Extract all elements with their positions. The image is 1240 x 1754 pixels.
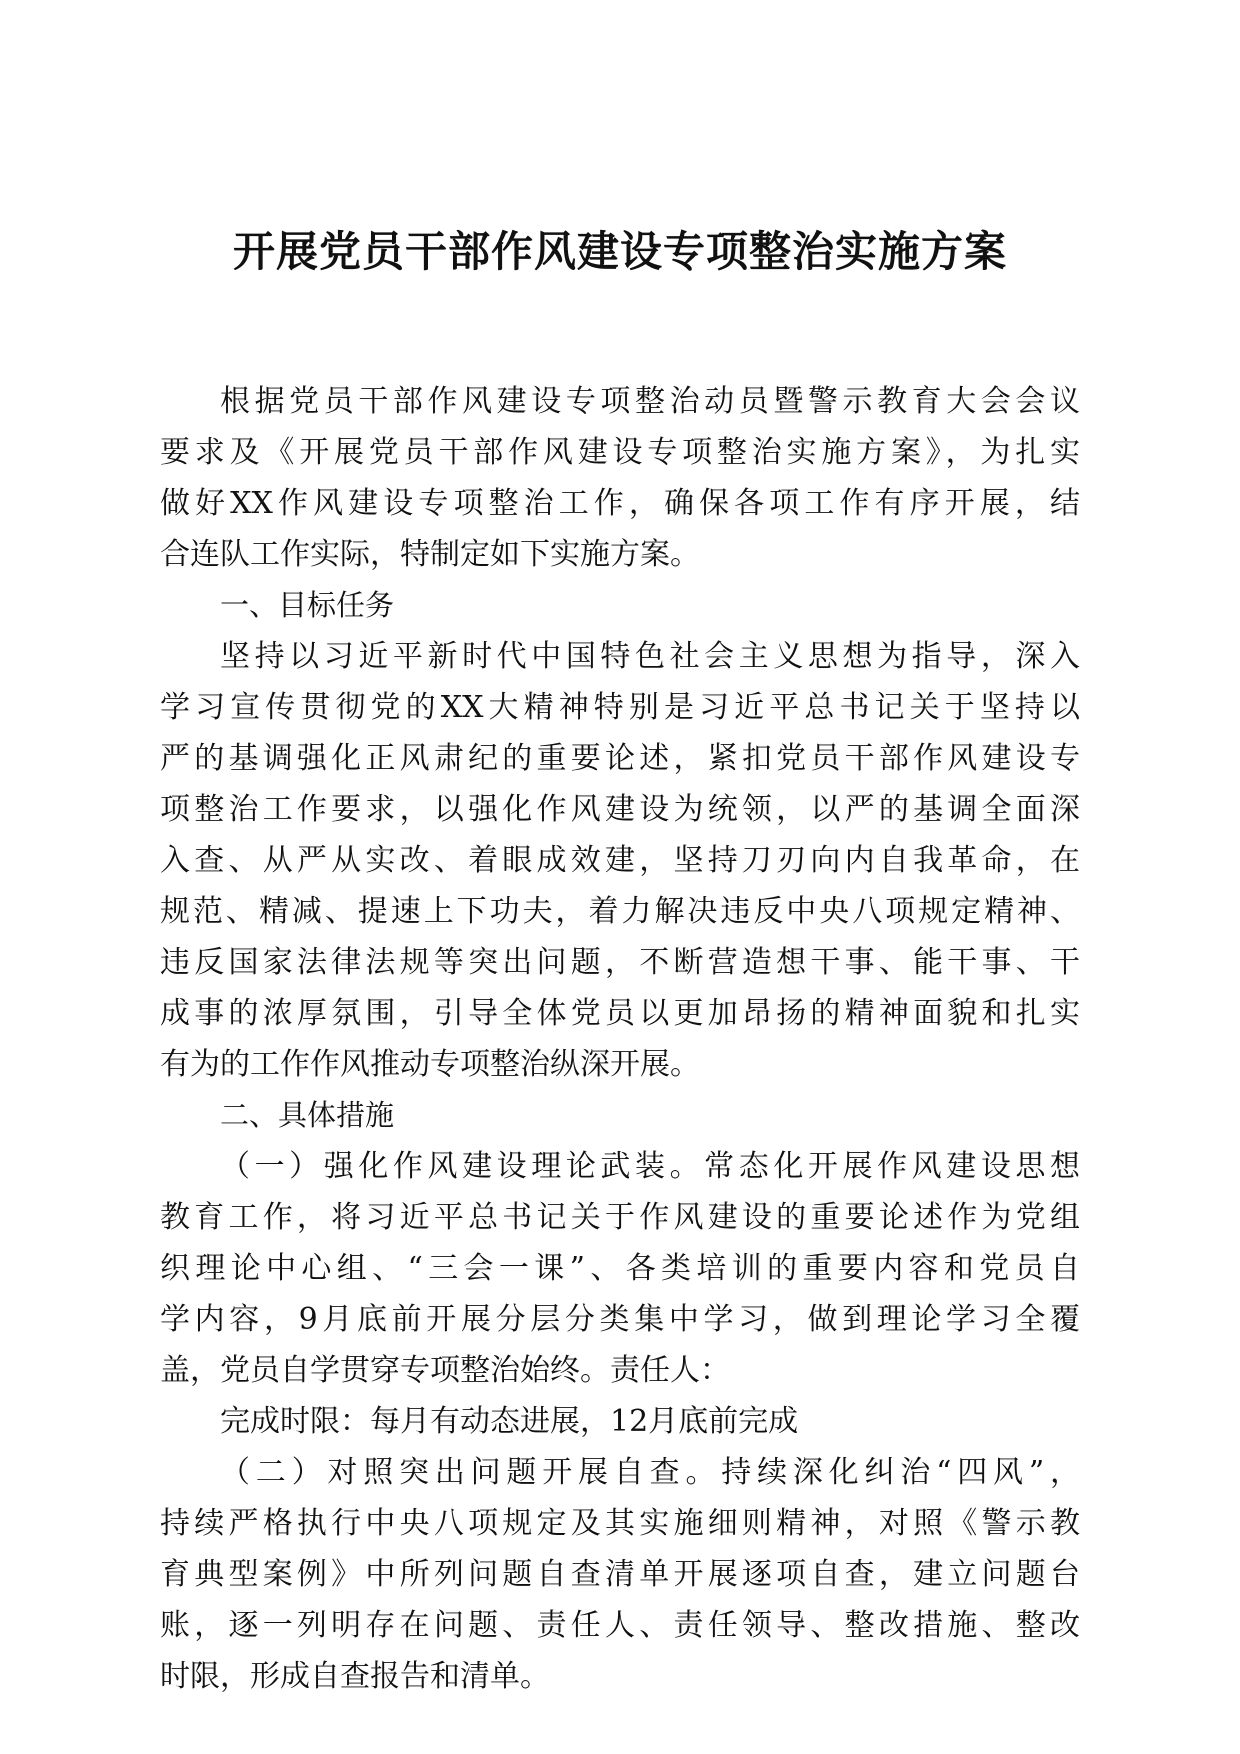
measure-1-line-1: （一）强化作风建设理论武装。常态化开展作风建设思想 — [220, 1149, 1080, 1184]
measure-1-line-5: 盖，党员自学贯穿专项整治始终。责任人： — [160, 1353, 730, 1388]
measure-2-line-2: 持续严格执行中央八项规定及其实施细则精神，对照《警示教 — [160, 1506, 1080, 1541]
goals-line-5: 入查、从严从实改、着眼成效建，坚持刀刃向内自我革命，在 — [160, 843, 1080, 878]
measure-1-line-3: 织理论中心组、“三会一课”、各类培训的重要内容和党员自 — [160, 1251, 1080, 1286]
document-body — [160, 376, 1080, 1702]
intro-line-3: 做好XX作风建设专项整治工作，确保各项工作有序开展，结 — [160, 486, 1080, 521]
goals-line-4: 项整治工作要求，以强化作风建设为统领，以严的基调全面深 — [160, 792, 1080, 827]
goals-line-3: 严的基调强化正风肃纪的重要论述，紧扣党员干部作风建设专 — [160, 741, 1080, 776]
measure-2-line-4: 账，逐一列明存在问题、责任人、责任领导、整改措施、整改 — [160, 1608, 1080, 1643]
measure-2-line-5: 时限，形成自查报告和清单。 — [160, 1659, 550, 1694]
intro-line-1: 根据党员干部作风建设专项整治动员暨警示教育大会会议 — [220, 384, 1080, 419]
document-title: 开展党员干部作风建设专项整治实施方案 — [232, 227, 1007, 276]
intro-line-2: 要求及《开展党员干部作风建设专项整治实施方案》，为扎实 — [160, 435, 1080, 470]
goals-line-9: 有为的工作作风推动专项整治纵深开展。 — [160, 1047, 700, 1082]
section-heading-measures: 二、具体措施 — [220, 1098, 395, 1132]
measure-1-line-4: 学内容，9月底前开展分层分类集中学习，做到理论学习全覆 — [160, 1302, 1080, 1337]
goals-line-8: 成事的浓厚氛围，引导全体党员以更加昂扬的精神面貌和扎实 — [160, 996, 1080, 1031]
measure-2-line-3: 育典型案例》中所列问题自查清单开展逐项自查，建立问题台 — [160, 1557, 1080, 1592]
section-heading-goals: 一、目标任务 — [220, 588, 395, 622]
measure-1-deadline: 完成时限：每月有动态进展，12月底前完成 — [220, 1404, 799, 1439]
goals-line-7: 违反国家法律法规等突出问题，不断营造想干事、能干事、干 — [160, 945, 1080, 980]
goals-line-2: 学习宣传贯彻党的XX大精神特别是习近平总书记关于坚持以 — [160, 690, 1080, 725]
measure-2-line-1: （二）对照突出问题开展自查。持续深化纠治“四风”， — [220, 1455, 1080, 1490]
goals-line-1: 坚持以习近平新时代中国特色社会主义思想为指导，深入 — [220, 639, 1080, 674]
intro-line-4: 合连队工作实际，特制定如下实施方案。 — [160, 537, 700, 572]
measure-1-line-2: 教育工作，将习近平总书记关于作风建设的重要论述作为党组 — [160, 1200, 1080, 1235]
goals-line-6: 规范、精减、提速上下功夫，着力解决违反中央八项规定精神、 — [160, 894, 1080, 929]
